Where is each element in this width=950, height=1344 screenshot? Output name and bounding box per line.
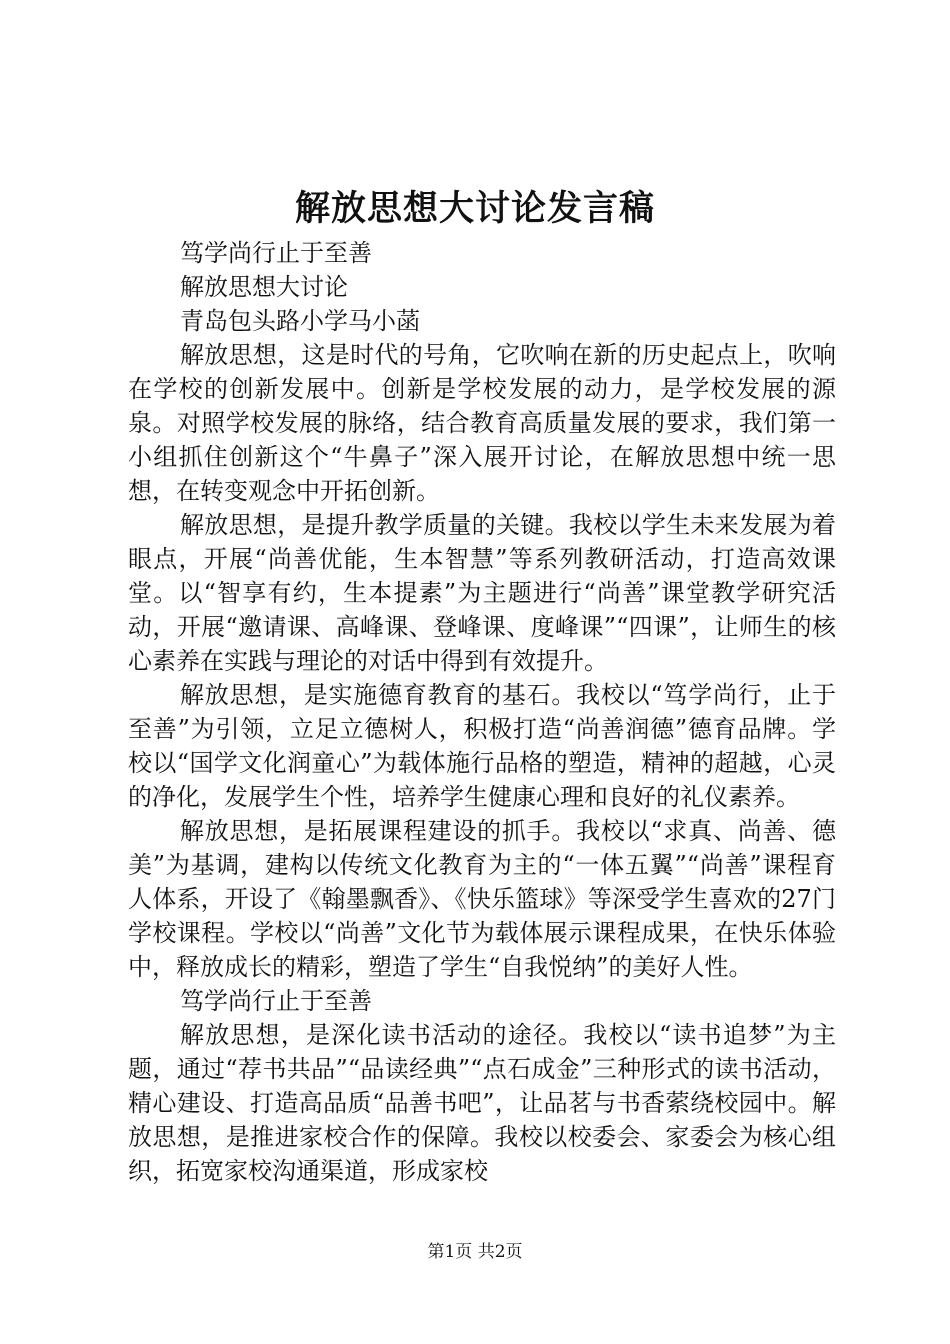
document-title: 解放思想大讨论发言稿 (294, 189, 655, 229)
paragraph-3: 解放思想，是实施德育教育的基石。我校以“笃学尚行，止于至善”为引领，立足立德树人，积极打造“尚善润德”德育品牌。学校以“国学文化润童心”为载体施行品格的塑造，精神的超越，心灵的净化，发展学生个性，培养学生健康心理和良好的礼仪素养。 (128, 681, 836, 811)
paragraph-5: 解放思想，是深化读书活动的途径。我校以“读书追梦”为主题，通过“荐书共品”“品读经典”“点石成金”三种形式的读书活动，精心建设、打造高品质“品善书吧”，让品茗与书香萦绕校园中。解放思想，是推进家校合作的保障。我校以校委会、家委会为核心组织，拓宽家校沟通渠道，形成家校 (128, 1021, 836, 1185)
paragraph-2: 解放思想，是提升教学质量的关键。我校以学生未来发展为着眼点，开展“尚善优能，生本智慧”等系列教研活动，打造高效课堂。以“智享有约，生本提素”为主题进行“尚善”课堂教学研究活动，开展“邀请课、高峰课、登峰课、度峰课”“四课”，让师生的核心素养在实践与理论的对话中得到有效提升。 (128, 511, 836, 675)
page-footer: 第1页 共2页 (427, 1242, 523, 1262)
document-body (128, 236, 836, 1188)
paragraph-1: 解放思想，这是时代的号角，它吹响在新的历史起点上，吹响在学校的创新发展中。创新是学校发展的动力，是学校发展的源泉。对照学校发展的脉络，结合教育高质量发展的要求，我们第一小组抓住创新这个“牛鼻子”深入展开讨论，在解放思想中统一思想，在转变观念中开拓创新。 (128, 341, 836, 505)
motto-repeat-heading: 笃学尚行止于至善 (180, 987, 372, 1015)
subject-heading: 解放思想大讨论 (180, 273, 348, 301)
motto-heading: 笃学尚行止于至善 (180, 239, 372, 267)
author-line: 青岛包头路小学马小菡 (180, 307, 420, 335)
paragraph-4: 解放思想，是拓展课程建设的抓手。我校以“求真、尚善、德美”为基调，建构以传统文化教育为主的“一体五翼”“尚善”课程育人体系，开设了《翰墨飘香》、《快乐篮球》等深受学生喜欢的27门学校课程。学校以“尚善”文化节为载体展示课程成果，在快乐体验中，释放成长的精彩，塑造了学生“自我悦纳”的美好人性。 (128, 817, 836, 981)
